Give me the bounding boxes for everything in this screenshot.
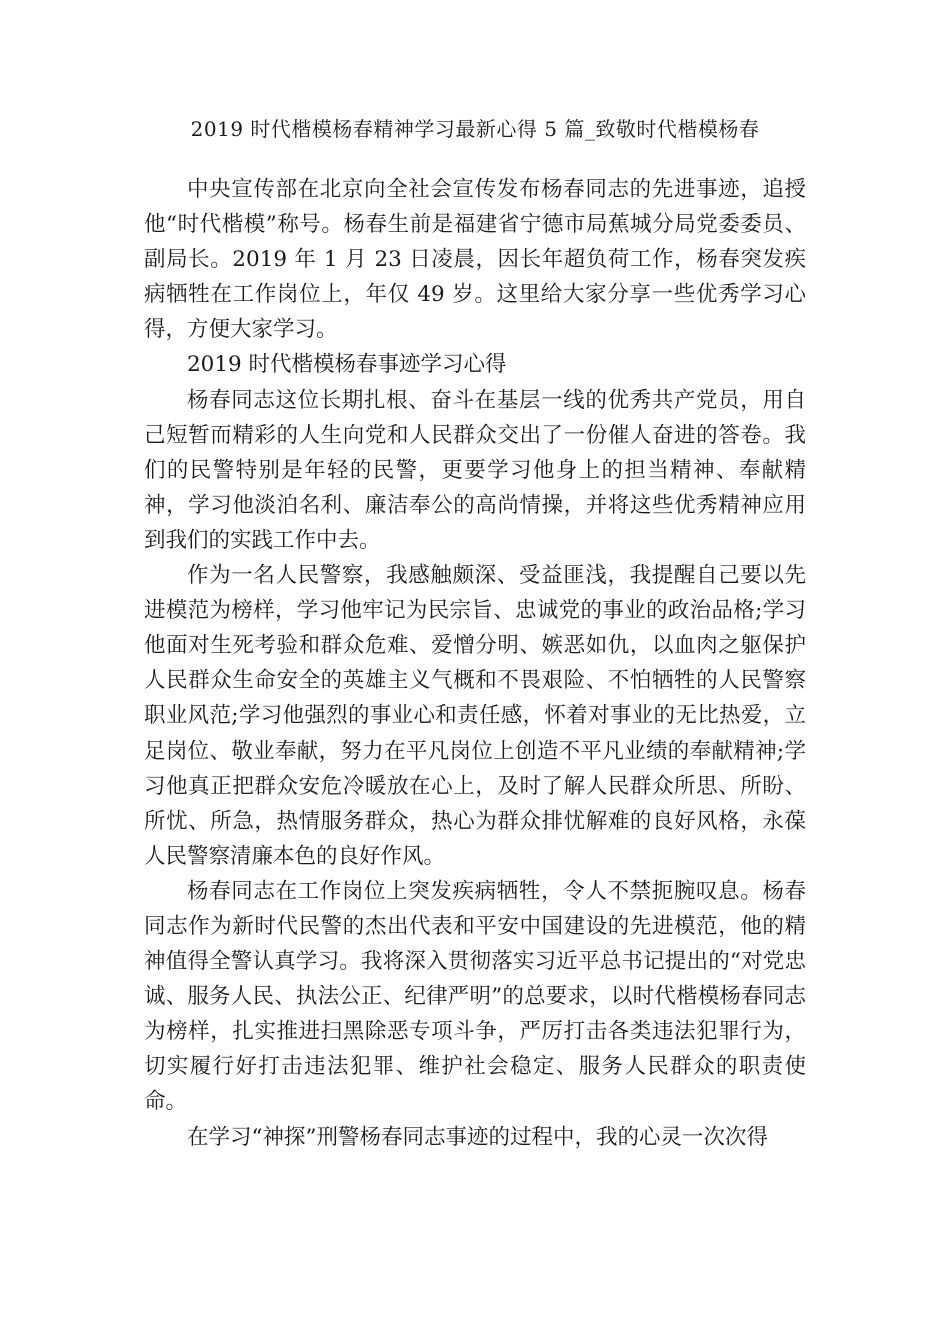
document-body: [144, 172, 806, 1155]
body-paragraph: 杨春同志在工作岗位上突发疾病牺牲，令人不禁扼腕叹息。杨春同志作为新时代民警的杰出代表和平安中国建设的先进模范，他的精神值得全警认真学习。我将深入贯彻落实习近平总书记提出的“对党忠诚、服务人民、执法公正、纪律严明”的总要求，以时代楷模杨春同志为榜样，扎实推进扫黑除恶专项斗争，严厉打击各类违法犯罪行为，切实履行好打击违法犯罪、维护社会稳定、服务人民群众的职责使命。: [144, 878, 806, 1115]
section-heading: 2019 时代楷模杨春事迹学习心得: [187, 352, 507, 378]
body-paragraph: 在学习“神探”刑警杨春同志事迹的过程中，我的心灵一次次得: [187, 1124, 768, 1150]
body-paragraph: 杨春同志这位长期扎根、奋斗在基层一线的优秀共产党员，用自己短暂而精彩的人生向党和人民群众交出了一份催人奋进的答卷。我们的民警特别是年轻的民警，更要学习他身上的担当精神、奉献精神，学习他淡泊名利、廉洁奉公的高尚情操，并将这些优秀精神应用到我们的实践工作中去。: [144, 387, 806, 553]
intro-paragraph: 中央宣传部在北京向全社会宣传发布杨春同志的先进事迹，追授他“时代楷模”称号。杨春生前是福建省宁德市局蕉城分局党委委员、副局长。2019 年 1 月 23 日凌晨，因长年超负荷工作，杨春突发疾病牺牲在工作岗位上，年仅 49 岁。这里给大家分享一些优秀学习心得，方便大家学习。: [144, 177, 806, 343]
body-paragraph: 作为一名人民警察，我感触颇深、受益匪浅，我提醒自己要以先进模范为榜样，学习他牢记为民宗旨、忠诚党的事业的政治品格;学习他面对生死考验和群众危难、爱憎分明、嫉恶如仇，以血肉之躯保护人民群众生命安全的英雄主义气概和不畏艰险、不怕牺牲的人民警察职业风范;学习他强烈的事业心和责任感，怀着对事业的无比热爱，立足岗位、敬业奉献，努力在平凡岗位上创造不平凡业绩的奉献精神;学习他真正把群众安危冷暖放在心上，及时了解人民群众所思、所盼、所忧、所急，热情服务群众，热心为群众排忧解难的良好风格，永葆人民警察清廉本色的良好作风。: [144, 563, 806, 869]
document-title: 2019 时代楷模杨春精神学习最新心得 5 篇_致敬时代楷模杨春: [190, 117, 760, 141]
